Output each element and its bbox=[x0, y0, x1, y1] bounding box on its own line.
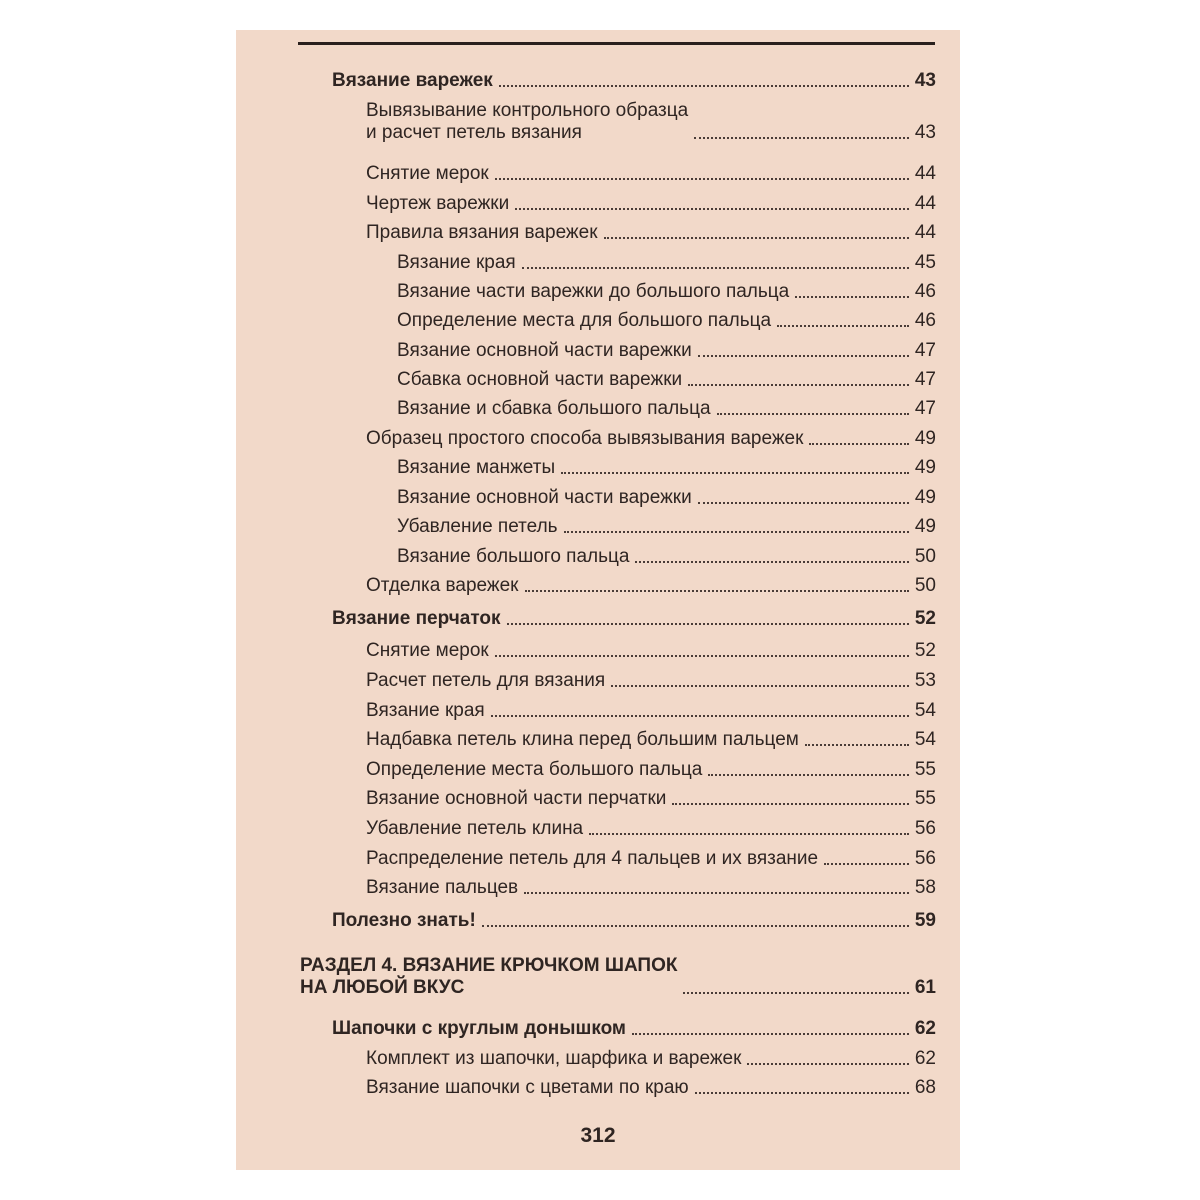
dot-leader bbox=[495, 178, 909, 180]
toc-entry-title: Шапочки с круглым донышком bbox=[332, 1018, 626, 1039]
toc-entry-page: 54 bbox=[914, 729, 936, 750]
dot-leader bbox=[499, 85, 909, 87]
toc-entry-title: Вязание основной части варежки bbox=[397, 487, 692, 508]
toc-entry-title: Убавление петель клина bbox=[366, 818, 584, 839]
toc-entry-title: Вязание края bbox=[366, 700, 485, 721]
toc-entry-page: 47 bbox=[914, 340, 936, 361]
toc-entry-title: Комплект из шапочки, шарфика и варежек bbox=[366, 1048, 742, 1069]
dot-leader bbox=[688, 384, 909, 386]
toc-entry-page: 58 bbox=[914, 877, 936, 898]
toc-entry bbox=[397, 457, 936, 479]
dot-leader bbox=[525, 590, 909, 592]
page-number: 312 bbox=[580, 1124, 616, 1147]
toc-entry-title: Вывязывание контрольного образца и расчет петель вязания bbox=[366, 100, 689, 143]
dot-leader bbox=[747, 1063, 908, 1065]
dot-leader bbox=[507, 623, 909, 625]
toc-entry-title: Снятие мерок bbox=[366, 640, 489, 661]
dot-leader bbox=[564, 531, 909, 533]
dot-leader bbox=[482, 925, 909, 927]
dot-leader bbox=[708, 774, 909, 776]
dot-leader bbox=[694, 137, 909, 139]
toc-entry-page: 62 bbox=[914, 1018, 936, 1039]
toc-entry-title: Убавление петель bbox=[397, 516, 558, 537]
toc-entry-title: Правила вязания варежек bbox=[366, 222, 598, 243]
toc-entry-page: 62 bbox=[914, 1048, 936, 1069]
toc-entry-page: 45 bbox=[914, 252, 936, 273]
book-page bbox=[236, 30, 960, 1170]
toc-entry bbox=[366, 759, 936, 781]
toc-entry bbox=[332, 608, 936, 630]
dot-leader bbox=[809, 443, 908, 445]
toc-entry-title: Вязание края bbox=[397, 252, 516, 273]
toc-entry-page: 44 bbox=[914, 222, 936, 243]
toc-entry-title: Отделка варежек bbox=[366, 575, 519, 596]
dot-leader bbox=[495, 655, 909, 657]
toc-entry-page: 50 bbox=[914, 546, 936, 567]
toc-entry-title: Вязание манжеты bbox=[397, 457, 556, 478]
toc-entry-page: 52 bbox=[914, 608, 936, 629]
dot-leader bbox=[635, 561, 908, 563]
dot-leader bbox=[672, 803, 908, 805]
toc-entry bbox=[397, 252, 936, 274]
dot-leader bbox=[611, 685, 909, 687]
dot-leader bbox=[524, 892, 909, 894]
dot-leader bbox=[698, 502, 909, 504]
toc-entry-title: Вязание части варежки до большого пальца bbox=[397, 281, 790, 302]
dot-leader bbox=[561, 472, 909, 474]
dot-leader bbox=[805, 744, 909, 746]
toc-entry-title: Расчет петель для вязания bbox=[366, 670, 606, 691]
toc-entry-title: Вязание основной части перчатки bbox=[366, 788, 667, 809]
dot-leader bbox=[515, 208, 909, 210]
dot-leader bbox=[632, 1033, 909, 1035]
toc-entry-page: 46 bbox=[914, 310, 936, 331]
toc-entry bbox=[397, 281, 936, 303]
toc-entry bbox=[366, 877, 936, 899]
toc-entry bbox=[397, 398, 936, 420]
toc-entry bbox=[366, 788, 936, 810]
toc-entry-page: 61 bbox=[914, 977, 936, 998]
toc-entry-title: Вязание и сбавка большого пальца bbox=[397, 398, 711, 419]
toc-entry-title: Образец простого способа вывязывания варежек bbox=[366, 428, 804, 449]
toc-entry-page: 54 bbox=[914, 700, 936, 721]
toc-entry bbox=[397, 340, 936, 362]
toc-entry-title: Вязание пальцев bbox=[366, 877, 519, 898]
toc-entry bbox=[366, 700, 936, 722]
toc-entry bbox=[332, 1018, 936, 1040]
toc-entry bbox=[366, 729, 936, 751]
dot-leader bbox=[683, 992, 908, 994]
toc-entry-title: Вязание большого пальца bbox=[397, 546, 630, 567]
toc-entry bbox=[366, 640, 936, 662]
toc-entry-title: Определение места большого пальца bbox=[366, 759, 703, 780]
toc-entry-page: 47 bbox=[914, 398, 936, 419]
header-rule bbox=[298, 42, 935, 45]
toc-entry-title: Вязание основной части варежки bbox=[397, 340, 692, 361]
toc-entry bbox=[300, 955, 936, 999]
toc-entry bbox=[397, 487, 936, 509]
toc-entry bbox=[332, 70, 936, 92]
toc-entry-title: Вязание перчаток bbox=[332, 608, 501, 629]
toc-entry-title: Надбавка петель клина перед большим пальцем bbox=[366, 729, 799, 750]
toc-entry-title: РАЗДЕЛ 4. ВЯЗАНИЕ КРЮЧКОМ ШАПОК НА ЛЮБОЙ ВКУС bbox=[300, 955, 678, 998]
toc-entry-title: Полезно знать! bbox=[332, 910, 476, 931]
toc-entry-page: 55 bbox=[914, 759, 936, 780]
toc-entry bbox=[397, 516, 936, 538]
toc-entry bbox=[366, 222, 936, 244]
toc-entry-title: Распределение петель для 4 пальцев и их вязание bbox=[366, 848, 819, 869]
toc-entry bbox=[397, 310, 936, 332]
toc-entry-page: 47 bbox=[914, 369, 936, 390]
toc-entry bbox=[366, 575, 936, 597]
toc-entry-page: 49 bbox=[914, 428, 936, 449]
toc-entry-title: Сбавка основной части варежки bbox=[397, 369, 683, 390]
toc-entry-page: 43 bbox=[914, 70, 936, 91]
toc-entry-page: 49 bbox=[914, 487, 936, 508]
toc-entry bbox=[366, 848, 936, 870]
toc-entry bbox=[366, 163, 936, 185]
toc-entry-page: 43 bbox=[914, 122, 936, 143]
dot-leader bbox=[604, 237, 909, 239]
toc-entry-page: 46 bbox=[914, 281, 936, 302]
toc-entry bbox=[366, 670, 936, 692]
toc-entry bbox=[366, 100, 936, 144]
dot-leader bbox=[824, 863, 909, 865]
toc-entry-title: Снятие мерок bbox=[366, 163, 489, 184]
dot-leader bbox=[795, 296, 909, 298]
dot-leader bbox=[717, 413, 909, 415]
dot-leader bbox=[777, 325, 909, 327]
toc-entry-page: 59 bbox=[914, 910, 936, 931]
toc-entry bbox=[397, 546, 936, 568]
dot-leader bbox=[589, 833, 909, 835]
toc-entry-page: 44 bbox=[914, 193, 936, 214]
toc-entry-page: 52 bbox=[914, 640, 936, 661]
toc-entry-page: 44 bbox=[914, 163, 936, 184]
toc-entry bbox=[366, 818, 936, 840]
toc-entry-title: Вязание варежек bbox=[332, 70, 493, 91]
dot-leader bbox=[491, 715, 909, 717]
toc-entry bbox=[366, 1048, 936, 1070]
toc-entry-page: 55 bbox=[914, 788, 936, 809]
toc-entry bbox=[366, 1077, 936, 1099]
toc-entry bbox=[332, 910, 936, 932]
toc-entry-page: 56 bbox=[914, 818, 936, 839]
toc-entry-page: 49 bbox=[914, 457, 936, 478]
toc-entry bbox=[397, 369, 936, 391]
toc-entry bbox=[366, 428, 936, 450]
toc-entry bbox=[366, 193, 936, 215]
toc-entry-title: Определение места для большого пальца bbox=[397, 310, 772, 331]
dot-leader bbox=[522, 267, 909, 269]
toc-entry-title: Вязание шапочки с цветами по краю bbox=[366, 1077, 689, 1098]
toc-entry-page: 50 bbox=[914, 575, 936, 596]
dot-leader bbox=[695, 1092, 909, 1094]
toc-entry-page: 56 bbox=[914, 848, 936, 869]
dot-leader bbox=[698, 355, 909, 357]
toc-entry-page: 49 bbox=[914, 516, 936, 537]
toc-entry-page: 68 bbox=[914, 1077, 936, 1098]
toc-entry-page: 53 bbox=[914, 670, 936, 691]
toc-entry-title: Чертеж варежки bbox=[366, 193, 510, 214]
